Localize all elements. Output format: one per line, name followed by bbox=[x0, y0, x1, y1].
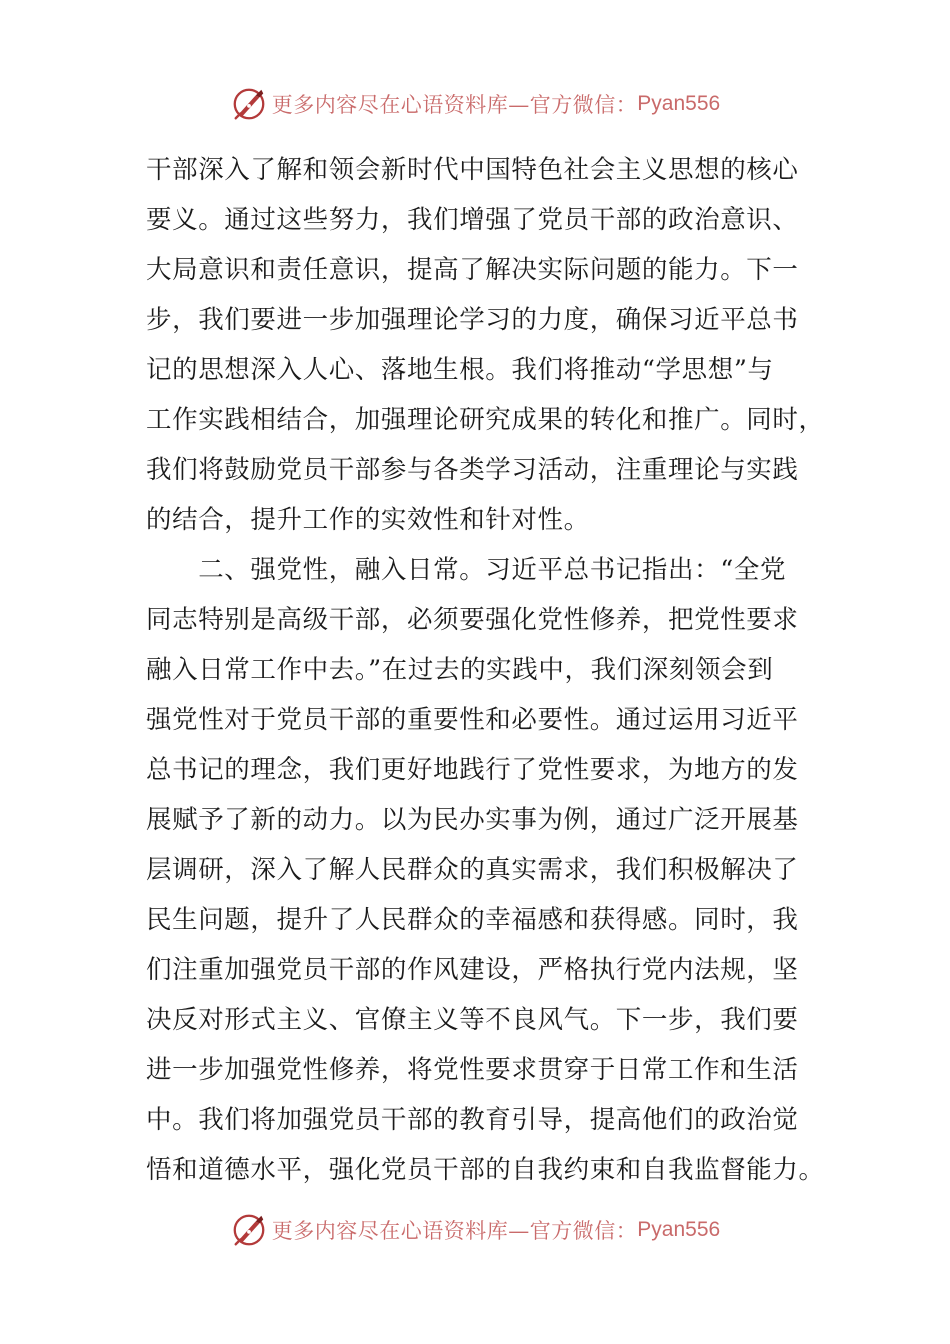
document-body bbox=[146, 145, 825, 1195]
text-line: 二、强党性，融入日常。习近平总书记指出：“全党 bbox=[146, 555, 787, 585]
text-line: 进一步加强党性修养，将党性要求贯穿于日常工作和生活 bbox=[146, 1055, 799, 1085]
text-line: 们注重加强党员干部的作风建设，严格执行党内法规，坚 bbox=[146, 955, 799, 985]
text-line: 强党性对于党员干部的重要性和必要性。通过运用习近平 bbox=[146, 705, 799, 735]
text-line: 步，我们要进一步加强理论学习的力度，确保习近平总书 bbox=[146, 305, 799, 335]
pen-nib-icon bbox=[230, 1211, 268, 1249]
banner-wechat-id: Pyan556 bbox=[637, 1218, 721, 1241]
footer-banner bbox=[0, 1208, 950, 1252]
text-line: 悟和道德水平，强化党员干部的自我约束和自我监督能力。 bbox=[146, 1155, 825, 1185]
text-line: 决反对形式主义、官僚主义等不良风气。下一步，我们要 bbox=[146, 1005, 799, 1035]
banner-text: 更多内容尽在心语资料库—官方微信： bbox=[271, 1219, 638, 1243]
text-line: 大局意识和责任意识，提高了解决实际问题的能力。下一 bbox=[146, 255, 799, 285]
text-line: 中。我们将加强党员干部的教育引导，提高他们的政治觉 bbox=[146, 1105, 799, 1135]
text-line: 层调研，深入了解人民群众的真实需求，我们积极解决了 bbox=[146, 855, 799, 885]
text-line: 展赋予了新的动力。以为民办实事为例，通过广泛开展基 bbox=[146, 805, 799, 835]
text-line: 的结合，提升工作的实效性和针对性。 bbox=[146, 505, 590, 535]
text-line: 工作实践相结合，加强理论研究成果的转化和推广。同时， bbox=[146, 405, 825, 435]
header-banner bbox=[0, 82, 950, 126]
text-line: 记的思想深入人心、落地生根。我们将推动“学思想”与 bbox=[146, 355, 774, 385]
text-line: 我们将鼓励党员干部参与各类学习活动，注重理论与实践 bbox=[146, 455, 799, 485]
text-line: 民生问题，提升了人民群众的幸福感和获得感。同时，我 bbox=[146, 905, 799, 935]
banner-text: 更多内容尽在心语资料库—官方微信： bbox=[271, 93, 638, 117]
text-line: 同志特别是高级干部，必须要强化党性修养，把党性要求 bbox=[146, 605, 799, 635]
text-line: 干部深入了解和领会新时代中国特色社会主义思想的核心 bbox=[146, 155, 799, 185]
banner-wechat-id: Pyan556 bbox=[637, 92, 721, 115]
text-line: 融入日常工作中去。”在过去的实践中，我们深刻领会到 bbox=[146, 655, 774, 685]
pen-nib-icon bbox=[230, 85, 268, 123]
text-line: 总书记的理念，我们更好地践行了党性要求，为地方的发 bbox=[146, 755, 799, 785]
text-line: 要义。通过这些努力，我们增强了党员干部的政治意识、 bbox=[146, 205, 799, 235]
